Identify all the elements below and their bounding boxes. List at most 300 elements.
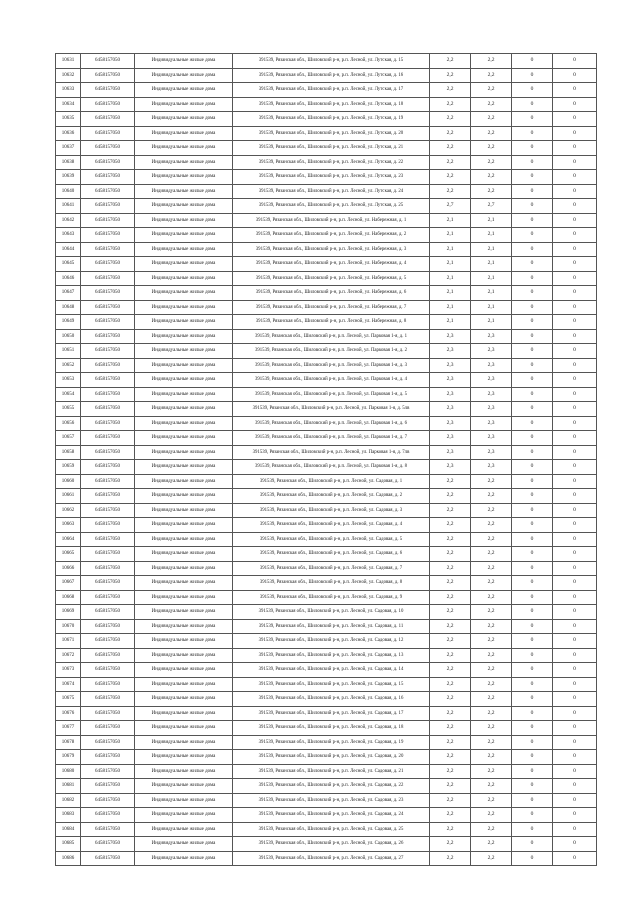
value-1-cell: 2,1 [430, 242, 471, 257]
value-4-cell: 0 [553, 387, 597, 402]
address-cell: 391539, Рязанская обл., Шиловский р-н, р.п. Лесной, ул. Садовая, д. 4 [233, 518, 430, 533]
value-1-cell: 2,2 [430, 561, 471, 576]
row-number-cell: 10645 [56, 257, 81, 272]
table-row [56, 97, 597, 112]
value-2-cell: 2,3 [471, 387, 512, 402]
value-4-cell: 0 [553, 503, 597, 518]
value-3-cell: 0 [512, 547, 553, 562]
table-row [56, 474, 597, 489]
value-4-cell: 0 [553, 402, 597, 417]
value-4-cell: 0 [553, 271, 597, 286]
value-3-cell: 0 [512, 126, 553, 141]
table-row [56, 590, 597, 605]
inn-code-cell: 6458157050 [81, 257, 135, 272]
value-1-cell: 2,2 [430, 170, 471, 185]
value-3-cell: 0 [512, 199, 553, 214]
building-type-cell: Индивидуальные жилые дома [135, 387, 233, 402]
value-3-cell: 0 [512, 460, 553, 475]
value-4-cell: 0 [553, 837, 597, 852]
value-1-cell: 2,3 [430, 387, 471, 402]
row-number-cell: 10632 [56, 68, 81, 83]
value-1-cell: 2,2 [430, 126, 471, 141]
table-row [56, 54, 597, 69]
address-cell: 391539, Рязанская обл., Шиловский р-н, р.п. Лесной, ул. Лутская, д. 15 [233, 54, 430, 69]
address-cell: 391539, Рязанская обл., Шиловский р-н, р.п. Лесной, ул. Садовая, д. 3 [233, 503, 430, 518]
building-type-cell: Индивидуальные жилые дома [135, 460, 233, 475]
table-row [56, 808, 597, 823]
inn-code-cell: 6458157050 [81, 663, 135, 678]
building-type-cell: Индивидуальные жилые дома [135, 793, 233, 808]
value-2-cell: 2,3 [471, 329, 512, 344]
value-4-cell: 0 [553, 779, 597, 794]
row-number-cell: 10661 [56, 489, 81, 504]
value-4-cell: 0 [553, 97, 597, 112]
value-4-cell: 0 [553, 257, 597, 272]
address-cell: 391539, Рязанская обл., Шиловский р-н, р.п. Лесной, ул. Садовая, д. 18 [233, 721, 430, 736]
value-4-cell: 0 [553, 315, 597, 330]
table-row [56, 344, 597, 359]
building-type-cell: Индивидуальные жилые дома [135, 851, 233, 866]
table-row [56, 648, 597, 663]
building-type-cell: Индивидуальные жилые дома [135, 518, 233, 533]
address-cell: 391539, Рязанская обл., Шиловский р-н, р.п. Лесной, ул. Садовая, д. 10 [233, 605, 430, 620]
inn-code-cell: 6458157050 [81, 315, 135, 330]
value-2-cell: 2,2 [471, 489, 512, 504]
row-number-cell: 10673 [56, 663, 81, 678]
building-type-cell: Индивидуальные жилые дома [135, 431, 233, 446]
inn-code-cell: 6458157050 [81, 576, 135, 591]
inn-code-cell: 6458157050 [81, 402, 135, 417]
value-2-cell: 2,2 [471, 518, 512, 533]
row-number-cell: 10677 [56, 721, 81, 736]
inn-code-cell: 6458157050 [81, 735, 135, 750]
value-2-cell: 2,3 [471, 358, 512, 373]
value-4-cell: 0 [553, 445, 597, 460]
value-4-cell: 0 [553, 416, 597, 431]
row-number-cell: 10646 [56, 271, 81, 286]
value-1-cell: 2,2 [430, 822, 471, 837]
value-1-cell: 2,2 [430, 141, 471, 156]
address-cell: 391539, Рязанская обл., Шиловский р-н, р.п. Лесной, ул. Парковая 1-я, д. 6 [233, 416, 430, 431]
inn-code-cell: 6458157050 [81, 851, 135, 866]
inn-code-cell: 6458157050 [81, 445, 135, 460]
address-cell: 391539, Рязанская обл., Шиловский р-н, р.п. Лесной, ул. Парковая 1-я, д. 2 [233, 344, 430, 359]
building-type-cell: Индивидуальные жилые дома [135, 68, 233, 83]
value-2-cell: 2,2 [471, 808, 512, 823]
value-1-cell: 2,2 [430, 532, 471, 547]
table-row [56, 358, 597, 373]
row-number-cell: 10637 [56, 141, 81, 156]
row-number-cell: 10649 [56, 315, 81, 330]
value-3-cell: 0 [512, 779, 553, 794]
value-2-cell: 2,2 [471, 677, 512, 692]
value-2-cell: 2,2 [471, 184, 512, 199]
inn-code-cell: 6458157050 [81, 97, 135, 112]
value-4-cell: 0 [553, 561, 597, 576]
inn-code-cell: 6458157050 [81, 721, 135, 736]
value-4-cell: 0 [553, 431, 597, 446]
address-cell: 391539, Рязанская обл., Шиловский р-н, р.п. Лесной, ул. Лутская, д. 18 [233, 97, 430, 112]
table-row [56, 822, 597, 837]
value-1-cell: 2,2 [430, 184, 471, 199]
address-cell: 391539, Рязанская обл., Шиловский р-н, р.п. Лесной, ул. Набережная, д. 5 [233, 271, 430, 286]
value-3-cell: 0 [512, 416, 553, 431]
value-4-cell: 0 [553, 300, 597, 315]
value-3-cell: 0 [512, 286, 553, 301]
value-2-cell: 2,2 [471, 793, 512, 808]
value-3-cell: 0 [512, 793, 553, 808]
row-number-cell: 10647 [56, 286, 81, 301]
value-3-cell: 0 [512, 663, 553, 678]
table-row [56, 619, 597, 634]
value-4-cell: 0 [553, 532, 597, 547]
row-number-cell: 10662 [56, 503, 81, 518]
value-2-cell: 2,1 [471, 315, 512, 330]
inn-code-cell: 6458157050 [81, 155, 135, 170]
row-number-cell: 10663 [56, 518, 81, 533]
table-row [56, 692, 597, 707]
value-4-cell: 0 [553, 851, 597, 866]
address-cell: 391539, Рязанская обл., Шиловский р-н, р.п. Лесной, ул. Парковая 1-я, д. 3 [233, 358, 430, 373]
address-cell: 391539, Рязанская обл., Шиловский р-н, р.п. Лесной, ул. Садовая, д. 26 [233, 837, 430, 852]
value-3-cell: 0 [512, 692, 553, 707]
table-row [56, 199, 597, 214]
value-3-cell: 0 [512, 648, 553, 663]
inn-code-cell: 6458157050 [81, 329, 135, 344]
building-type-cell: Индивидуальные жилые дома [135, 532, 233, 547]
value-3-cell: 0 [512, 837, 553, 852]
building-type-cell: Индивидуальные жилые дома [135, 619, 233, 634]
value-1-cell: 2,1 [430, 213, 471, 228]
value-3-cell: 0 [512, 619, 553, 634]
inn-code-cell: 6458157050 [81, 561, 135, 576]
row-number-cell: 10656 [56, 416, 81, 431]
row-number-cell: 10642 [56, 213, 81, 228]
value-4-cell: 0 [553, 373, 597, 388]
value-3-cell: 0 [512, 257, 553, 272]
value-2-cell: 2,2 [471, 532, 512, 547]
address-cell: 391539, Рязанская обл., Шиловский р-н, р.п. Лесной, ул. Набережная, д. 1 [233, 213, 430, 228]
value-3-cell: 0 [512, 155, 553, 170]
table-row [56, 286, 597, 301]
address-cell: 391539, Рязанская обл., Шиловский р-н, р.п. Лесной, ул. Садовая, д. 24 [233, 808, 430, 823]
value-2-cell: 2,3 [471, 431, 512, 446]
value-3-cell: 0 [512, 83, 553, 98]
row-number-cell: 10631 [56, 54, 81, 69]
address-cell: 391539, Рязанская обл., Шиловский р-н, р.п. Лесной, ул. Лутская, д. 25 [233, 199, 430, 214]
row-number-cell: 10638 [56, 155, 81, 170]
value-1-cell: 2,2 [430, 518, 471, 533]
value-3-cell: 0 [512, 590, 553, 605]
value-3-cell: 0 [512, 184, 553, 199]
value-1-cell: 2,3 [430, 431, 471, 446]
value-1-cell: 2,2 [430, 663, 471, 678]
value-2-cell: 2,3 [471, 445, 512, 460]
address-cell: 391539, Рязанская обл., Шиловский р-н, р.п. Лесной, ул. Садовая, д. 9 [233, 590, 430, 605]
row-number-cell: 10669 [56, 605, 81, 620]
value-4-cell: 0 [553, 605, 597, 620]
address-cell: 391539, Рязанская обл., Шиловский р-н, р.п. Лесной, ул. Лутская, д. 20 [233, 126, 430, 141]
value-2-cell: 2,2 [471, 126, 512, 141]
inn-code-cell: 6458157050 [81, 170, 135, 185]
value-1-cell: 2,3 [430, 460, 471, 475]
row-number-cell: 10667 [56, 576, 81, 591]
table-row [56, 518, 597, 533]
value-3-cell: 0 [512, 54, 553, 69]
address-cell: 391539, Рязанская обл., Шиловский р-н, р.п. Лесной, ул. Садовая, д. 21 [233, 764, 430, 779]
value-1-cell: 2,2 [430, 706, 471, 721]
value-3-cell: 0 [512, 300, 553, 315]
building-type-cell: Индивидуальные жилые дома [135, 576, 233, 591]
building-type-cell: Индивидуальные жилые дома [135, 54, 233, 69]
value-3-cell: 0 [512, 605, 553, 620]
value-4-cell: 0 [553, 474, 597, 489]
value-3-cell: 0 [512, 489, 553, 504]
address-cell: 391539, Рязанская обл., Шиловский р-н, р.п. Лесной, ул. Набережная, д. 8 [233, 315, 430, 330]
building-type-cell: Индивидуальные жилые дома [135, 721, 233, 736]
value-3-cell: 0 [512, 402, 553, 417]
value-2-cell: 2,2 [471, 141, 512, 156]
row-number-cell: 10672 [56, 648, 81, 663]
value-3-cell: 0 [512, 518, 553, 533]
table-row [56, 373, 597, 388]
value-2-cell: 2,2 [471, 605, 512, 620]
value-2-cell: 2,1 [471, 300, 512, 315]
value-2-cell: 2,2 [471, 764, 512, 779]
inn-code-cell: 6458157050 [81, 271, 135, 286]
value-1-cell: 2,1 [430, 257, 471, 272]
inn-code-cell: 6458157050 [81, 474, 135, 489]
value-2-cell: 2,2 [471, 721, 512, 736]
row-number-cell: 10683 [56, 808, 81, 823]
table-row [56, 271, 597, 286]
value-4-cell: 0 [553, 184, 597, 199]
inn-code-cell: 6458157050 [81, 489, 135, 504]
inn-code-cell: 6458157050 [81, 634, 135, 649]
value-2-cell: 2,2 [471, 576, 512, 591]
address-cell: 391539, Рязанская обл., Шиловский р-н, р.п. Лесной, ул. Садовая, д. 14 [233, 663, 430, 678]
value-3-cell: 0 [512, 561, 553, 576]
building-type-cell: Индивидуальные жилые дома [135, 271, 233, 286]
address-cell: 391539, Рязанская обл., Шиловский р-н, р.п. Лесной, ул. Садовая, д. 7 [233, 561, 430, 576]
row-number-cell: 10635 [56, 112, 81, 127]
table-row [56, 213, 597, 228]
value-1-cell: 2,3 [430, 445, 471, 460]
table-body [56, 54, 597, 866]
address-cell: 391539, Рязанская обл., Шиловский р-н, р.п. Лесной, ул. Набережная, д. 7 [233, 300, 430, 315]
row-number-cell: 10670 [56, 619, 81, 634]
value-1-cell: 2,7 [430, 199, 471, 214]
inn-code-cell: 6458157050 [81, 112, 135, 127]
value-3-cell: 0 [512, 373, 553, 388]
address-cell: 391539, Рязанская обл., Шиловский р-н, р.п. Лесной, ул. Садовая, д. 15 [233, 677, 430, 692]
building-type-cell: Индивидуальные жилые дома [135, 184, 233, 199]
table-row [56, 576, 597, 591]
building-type-cell: Индивидуальные жилые дома [135, 112, 233, 127]
table-row [56, 315, 597, 330]
inn-code-cell: 6458157050 [81, 286, 135, 301]
table-row [56, 460, 597, 475]
value-4-cell: 0 [553, 793, 597, 808]
address-cell: 391539, Рязанская обл., Шиловский р-н, р.п. Лесной, ул. Лутская, д. 23 [233, 170, 430, 185]
table-row [56, 257, 597, 272]
value-3-cell: 0 [512, 112, 553, 127]
table-row [56, 112, 597, 127]
value-1-cell: 2,3 [430, 373, 471, 388]
value-4-cell: 0 [553, 692, 597, 707]
value-1-cell: 2,2 [430, 779, 471, 794]
inn-code-cell: 6458157050 [81, 518, 135, 533]
value-2-cell: 2,2 [471, 779, 512, 794]
value-3-cell: 0 [512, 735, 553, 750]
value-3-cell: 0 [512, 677, 553, 692]
value-3-cell: 0 [512, 358, 553, 373]
row-number-cell: 10686 [56, 851, 81, 866]
value-3-cell: 0 [512, 634, 553, 649]
table-row [56, 68, 597, 83]
value-2-cell: 2,2 [471, 619, 512, 634]
address-cell: 391539, Рязанская обл., Шиловский р-н, р.п. Лесной, ул. Парковая 1-я, д. 7лв [233, 445, 430, 460]
building-type-cell: Индивидуальные жилые дома [135, 373, 233, 388]
value-3-cell: 0 [512, 141, 553, 156]
value-3-cell: 0 [512, 721, 553, 736]
building-type-cell: Индивидуальные жилые дома [135, 561, 233, 576]
value-4-cell: 0 [553, 126, 597, 141]
table-row [56, 677, 597, 692]
value-3-cell: 0 [512, 242, 553, 257]
inn-code-cell: 6458157050 [81, 431, 135, 446]
value-2-cell: 2,7 [471, 199, 512, 214]
building-type-cell: Индивидуальные жилые дома [135, 837, 233, 852]
row-number-cell: 10665 [56, 547, 81, 562]
value-1-cell: 2,3 [430, 358, 471, 373]
value-1-cell: 2,2 [430, 634, 471, 649]
building-type-cell: Индивидуальные жилые дома [135, 402, 233, 417]
value-1-cell: 2,3 [430, 402, 471, 417]
value-2-cell: 2,2 [471, 750, 512, 765]
building-type-cell: Индивидуальные жилые дома [135, 735, 233, 750]
table-row [56, 141, 597, 156]
inn-code-cell: 6458157050 [81, 750, 135, 765]
building-type-cell: Индивидуальные жилые дома [135, 344, 233, 359]
value-3-cell: 0 [512, 474, 553, 489]
building-type-cell: Индивидуальные жилые дома [135, 750, 233, 765]
row-number-cell: 10684 [56, 822, 81, 837]
value-1-cell: 2,2 [430, 155, 471, 170]
table-row [56, 735, 597, 750]
row-number-cell: 10643 [56, 228, 81, 243]
row-number-cell: 10680 [56, 764, 81, 779]
value-1-cell: 2,2 [430, 547, 471, 562]
address-cell: 391539, Рязанская обл., Шиловский р-н, р.п. Лесной, ул. Лутская, д. 21 [233, 141, 430, 156]
building-type-cell: Индивидуальные жилые дома [135, 358, 233, 373]
table-row [56, 634, 597, 649]
table-row [56, 184, 597, 199]
value-1-cell: 2,2 [430, 503, 471, 518]
address-cell: 391539, Рязанская обл., Шиловский р-н, р.п. Лесной, ул. Садовая, д. 27 [233, 851, 430, 866]
value-2-cell: 2,3 [471, 416, 512, 431]
value-2-cell: 2,2 [471, 68, 512, 83]
value-2-cell: 2,2 [471, 634, 512, 649]
inn-code-cell: 6458157050 [81, 54, 135, 69]
row-number-cell: 10654 [56, 387, 81, 402]
building-type-cell: Индивидуальные жилые дома [135, 779, 233, 794]
inn-code-cell: 6458157050 [81, 83, 135, 98]
inn-code-cell: 6458157050 [81, 648, 135, 663]
row-number-cell: 10668 [56, 590, 81, 605]
value-4-cell: 0 [553, 155, 597, 170]
value-1-cell: 2,2 [430, 692, 471, 707]
value-3-cell: 0 [512, 213, 553, 228]
value-4-cell: 0 [553, 706, 597, 721]
building-type-cell: Индивидуальные жилые дома [135, 605, 233, 620]
inn-code-cell: 6458157050 [81, 532, 135, 547]
value-1-cell: 2,2 [430, 764, 471, 779]
value-2-cell: 2,1 [471, 271, 512, 286]
building-type-cell: Индивидуальные жилые дома [135, 634, 233, 649]
inn-code-cell: 6458157050 [81, 590, 135, 605]
row-number-cell: 10652 [56, 358, 81, 373]
building-type-cell: Индивидуальные жилые дома [135, 445, 233, 460]
table-row [56, 706, 597, 721]
address-cell: 391539, Рязанская обл., Шиловский р-н, р.п. Лесной, ул. Садовая, д. 11 [233, 619, 430, 634]
address-cell: 391539, Рязанская обл., Шиловский р-н, р.п. Лесной, ул. Лутская, д. 24 [233, 184, 430, 199]
value-1-cell: 2,2 [430, 576, 471, 591]
value-4-cell: 0 [553, 576, 597, 591]
table-row [56, 242, 597, 257]
value-2-cell: 2,2 [471, 706, 512, 721]
value-1-cell: 2,2 [430, 793, 471, 808]
value-3-cell: 0 [512, 822, 553, 837]
value-2-cell: 2,2 [471, 851, 512, 866]
inn-code-cell: 6458157050 [81, 779, 135, 794]
value-1-cell: 2,2 [430, 97, 471, 112]
value-1-cell: 2,1 [430, 271, 471, 286]
table-row [56, 300, 597, 315]
value-4-cell: 0 [553, 663, 597, 678]
value-1-cell: 2,3 [430, 416, 471, 431]
row-number-cell: 10634 [56, 97, 81, 112]
inn-code-cell: 6458157050 [81, 387, 135, 402]
value-3-cell: 0 [512, 315, 553, 330]
address-cell: 391539, Рязанская обл., Шиловский р-н, р.п. Лесной, ул. Садовая, д. 6 [233, 547, 430, 562]
value-4-cell: 0 [553, 329, 597, 344]
value-1-cell: 2,1 [430, 286, 471, 301]
value-2-cell: 2,1 [471, 228, 512, 243]
table-row [56, 445, 597, 460]
value-1-cell: 2,2 [430, 112, 471, 127]
value-4-cell: 0 [553, 141, 597, 156]
address-cell: 391539, Рязанская обл., Шиловский р-н, р.п. Лесной, ул. Парковая 1-я, д. 7 [233, 431, 430, 446]
value-4-cell: 0 [553, 460, 597, 475]
value-1-cell: 2,2 [430, 605, 471, 620]
row-number-cell: 10648 [56, 300, 81, 315]
table-row [56, 750, 597, 765]
row-number-cell: 10679 [56, 750, 81, 765]
value-1-cell: 2,2 [430, 83, 471, 98]
building-type-cell: Индивидуальные жилые дома [135, 83, 233, 98]
inn-code-cell: 6458157050 [81, 692, 135, 707]
row-number-cell: 10650 [56, 329, 81, 344]
inn-code-cell: 6458157050 [81, 68, 135, 83]
inn-code-cell: 6458157050 [81, 228, 135, 243]
value-4-cell: 0 [553, 344, 597, 359]
value-3-cell: 0 [512, 68, 553, 83]
value-4-cell: 0 [553, 764, 597, 779]
building-type-cell: Индивидуальные жилые дома [135, 822, 233, 837]
address-cell: 391539, Рязанская обл., Шиловский р-н, р.п. Лесной, ул. Парковая 1-я, д. 4 [233, 373, 430, 388]
address-cell: 391539, Рязанская обл., Шиловский р-н, р.п. Лесной, ул. Садовая, д. 5 [233, 532, 430, 547]
